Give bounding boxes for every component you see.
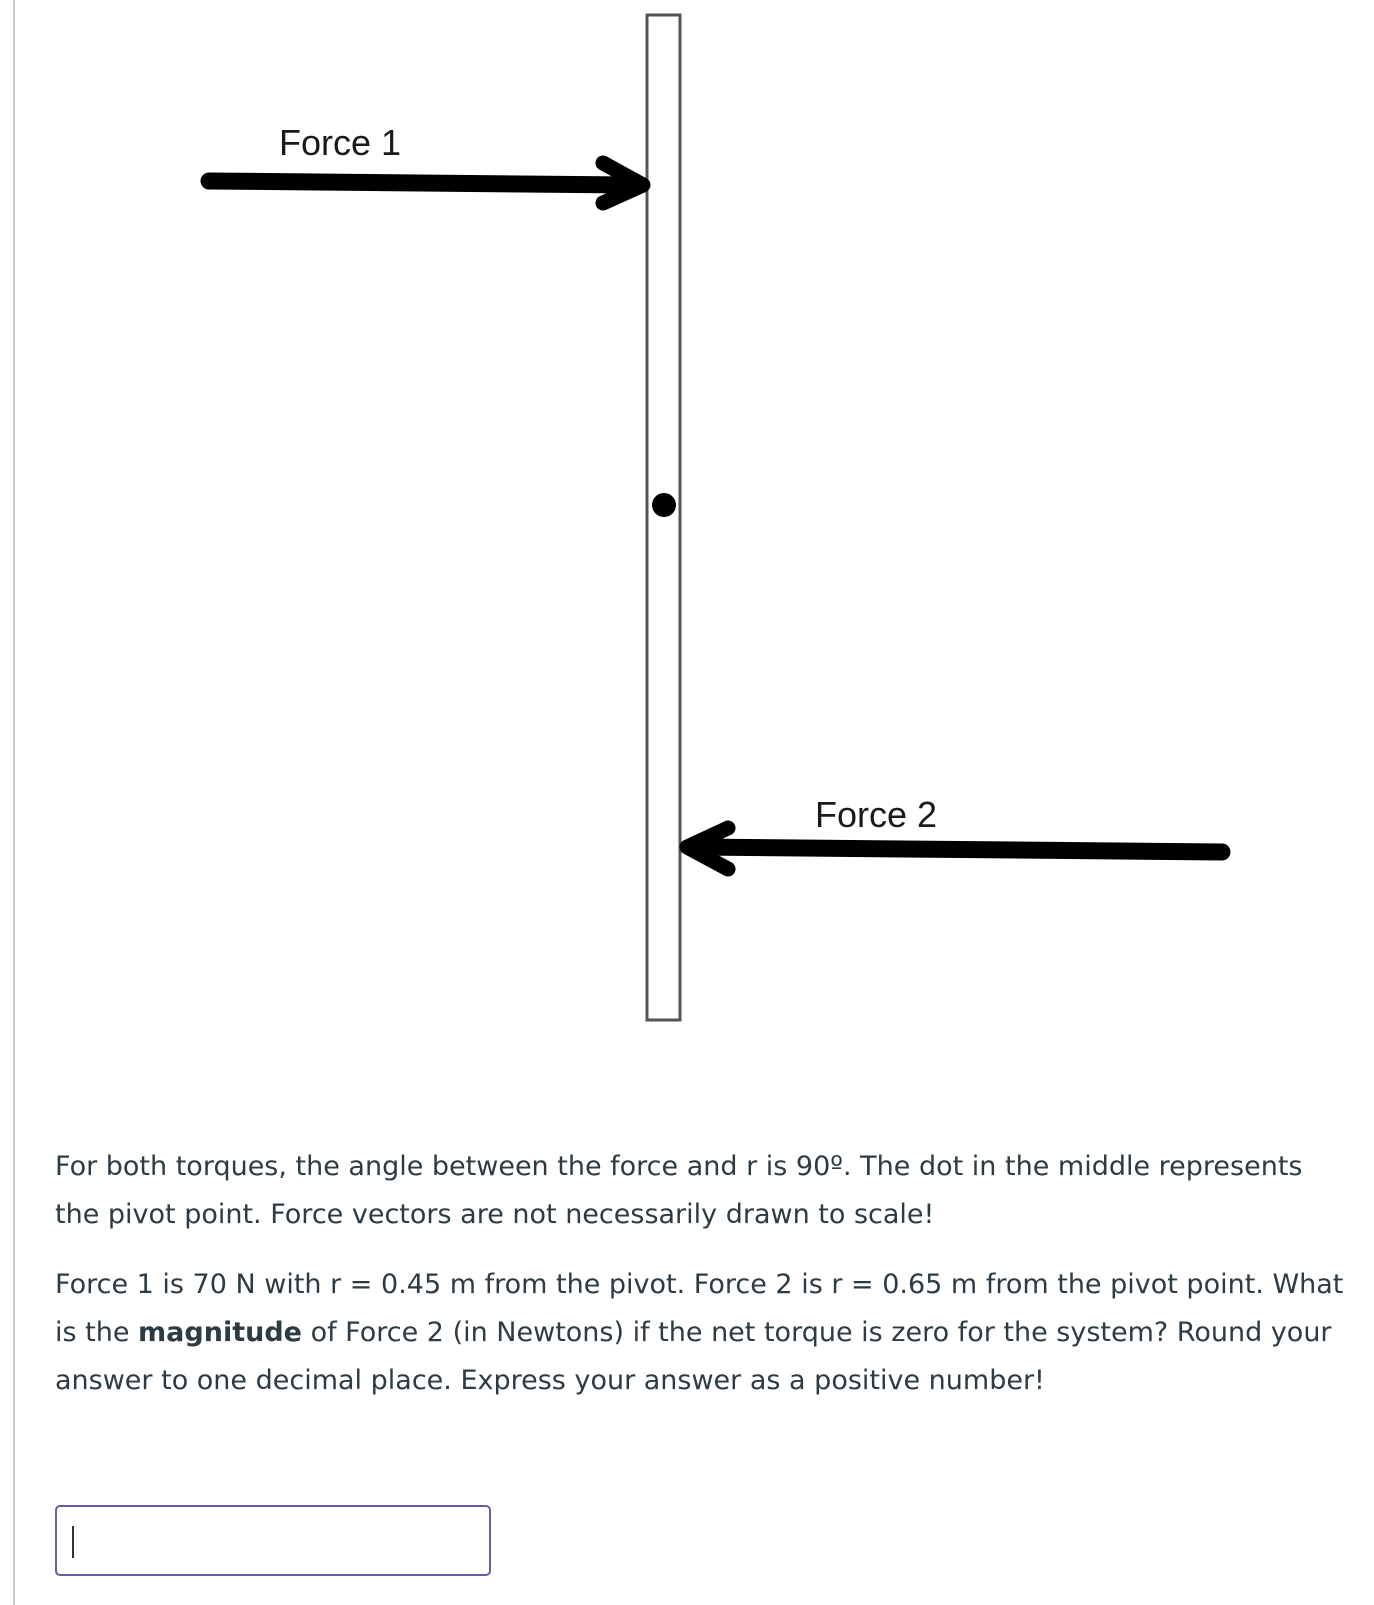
force2-arrow (687, 828, 1222, 869)
force2-label: Force 2 (815, 794, 938, 835)
force1-label: Force 1 (279, 122, 402, 163)
pivot-dot (652, 493, 676, 517)
force1-arrow (209, 163, 643, 203)
question-text-part: of Force 2 (in Newtons) if the net torque is zero for the system? Round your answer to one decimal place. Express your answer as a positive number! (55, 1317, 1332, 1396)
answer-input[interactable] (55, 1505, 491, 1576)
lever-bar (647, 15, 680, 1020)
question-paragraph-1: For both torques, the angle between the force and r is 90º. The dot in the middle represents the pivot point. Force vectors are not necessarily drawn to scale! (55, 1151, 1303, 1230)
question-text-part: Force 1 is 70 N with r = 0.45 m from the pivot. Force 2 is r = 0.65 m from the pivot point. What is the (55, 1269, 1344, 1348)
question-text (55, 1143, 1345, 1427)
text-cursor (72, 1526, 74, 1558)
question-paragraph-2 (55, 1261, 1345, 1405)
emphasis-magnitude: magnitude (138, 1317, 302, 1348)
